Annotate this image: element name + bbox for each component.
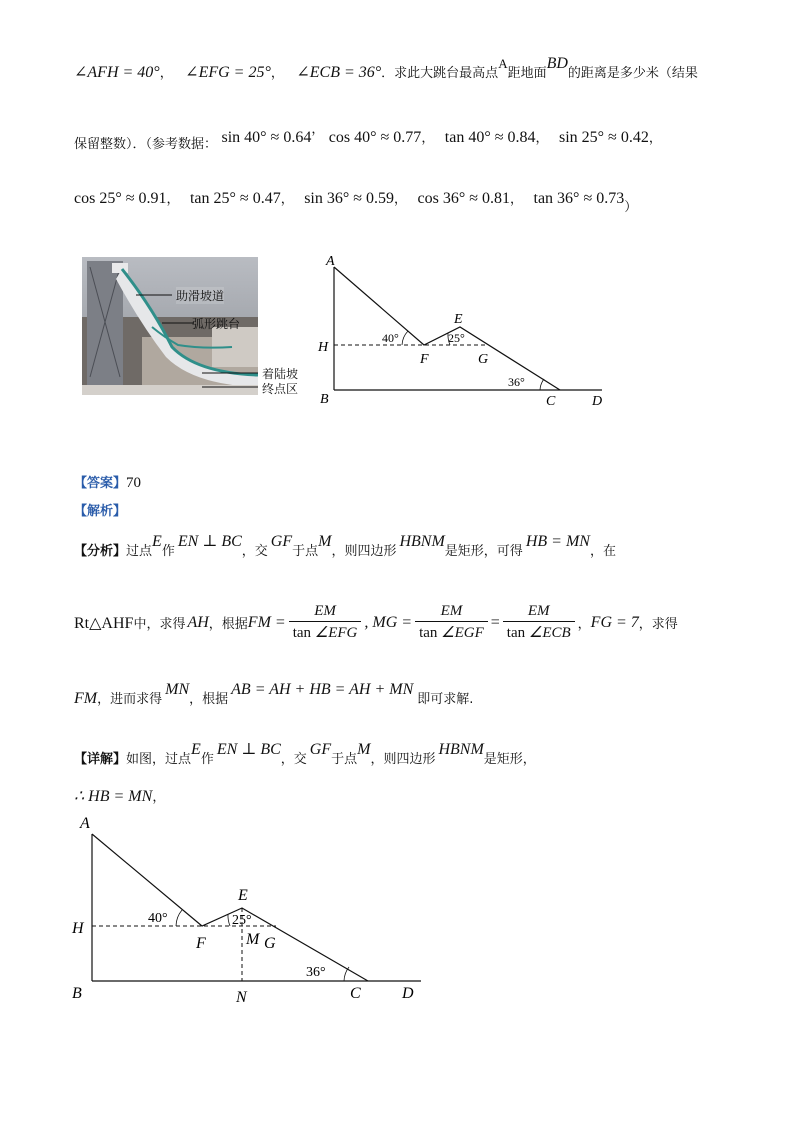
- fig2-label-n: N: [236, 989, 247, 1006]
- ref-tan25: tan 25° ≈ 0.47: [189, 190, 281, 207]
- fig1-label-b: B: [320, 392, 329, 407]
- fig1-label-a: A: [326, 254, 335, 269]
- fig2-label-g: G: [264, 935, 276, 952]
- fenxi-line-3: FM，进而求得MN，根据AB = AH + HB = AH + MN即可求解.: [74, 681, 474, 707]
- fig1-angle-36: 36°: [508, 375, 525, 389]
- photo-label-finish-area: 终点区: [262, 382, 299, 396]
- fraction-em-tan-efg: $\frac{EM}{\text{tan ∠EFG}}$: [289, 603, 362, 642]
- fig2-label-f: F: [196, 935, 206, 952]
- fig1-angle-40: 40°: [382, 331, 399, 345]
- fig2-angle-40: 40°: [148, 911, 168, 926]
- analysis-tag: 【解析】: [74, 504, 127, 519]
- photo-label-run-slope: 助滑坡道: [176, 289, 225, 303]
- fig2-label-a: A: [80, 815, 90, 832]
- fig2-label-m: M: [246, 931, 260, 948]
- ref-cos25: cos 25° ≈ 0.91: [74, 190, 167, 207]
- xiangjie-line-2: ∴ HB = MN，: [74, 788, 166, 805]
- fig2-angle-25: 25°: [232, 913, 252, 928]
- angle-ecb: ∠ECB = 36°: [296, 64, 382, 81]
- fig1-label-c: C: [546, 394, 556, 409]
- angle-afh: ∠AFH = 40°: [74, 64, 160, 81]
- ref-tan36: tan 36° ≈ 0.73: [533, 190, 625, 207]
- point-a: A: [498, 56, 508, 71]
- fig1-label-g: G: [478, 352, 489, 367]
- problem-line-1: ∠AFH = 40°， ∠EFG = 25°， ∠ECB = 36°．求此大跳台最高点A距地面BD的距离是多少米（结果: [74, 55, 698, 81]
- fig2-angle-36: 36°: [306, 965, 326, 980]
- angle-efg: ∠EFG = 25°: [185, 64, 271, 81]
- fig1-label-f: F: [420, 352, 429, 367]
- fraction-em-tan-ecb: $\frac{EM}{\text{tan ∠ECB}}$: [503, 603, 575, 642]
- geometry-figure-2: [66, 806, 436, 1012]
- answer-value: 70: [126, 475, 142, 491]
- fig2-label-b: B: [72, 985, 82, 1002]
- fenxi-line-2: Rt△AHF 中，求得 AH ，根据 FM = $\frac{EM}{\text{tan ∠EFG}}$ , MG = $\frac{EM}{\text{tan ∠EGF}}$ = $\frac{EM}{\text{tan ∠ECB}}$ ， FG = 7 ，求得: [74, 603, 678, 641]
- fig1-label-e: E: [454, 312, 463, 327]
- photo-label-landing-slope: 着陆坡: [262, 367, 299, 381]
- ref-cos40: cos 40° ≈ 0.77: [328, 129, 422, 146]
- analysis-line: [74, 500, 126, 519]
- problem-line-2: 保留整数）．（参考数据： sin 40° ≈ 0.64， cos 40° ≈ 0.77， tan 40° ≈ 0.84， sin 25° ≈ 0.42，: [74, 122, 662, 152]
- ref-sin36: sin 36° ≈ 0.59: [304, 190, 395, 207]
- fig1-angle-25: 25°: [448, 331, 465, 345]
- xiangjie-line-1: 【详解】如图，过点E作EN ⊥ BC，交GF于点M，则四边形HBNM是矩形，: [74, 741, 536, 767]
- ground-bd: BD: [546, 55, 568, 72]
- fenxi-line-1: 【分析】过点E作EN ⊥ BC，交GF于点M，则四边形HBNM是矩形，可得HB = MN，在: [74, 533, 616, 559]
- fig2-label-c: C: [350, 985, 361, 1002]
- ref-tan40: tan 40° ≈ 0.84: [444, 129, 536, 146]
- fig1-label-h: H: [318, 340, 329, 355]
- answer-tag: 【答案】: [74, 476, 127, 491]
- fig2-label-d: D: [402, 985, 414, 1002]
- fig2-label-h: H: [72, 920, 84, 937]
- ref-sin40: sin 40° ≈ 0.64: [221, 129, 312, 146]
- fraction-em-tan-egf: $\frac{EM}{\text{tan ∠EGF}}$: [415, 603, 488, 642]
- fig1-label-d: D: [592, 394, 603, 409]
- photo-label-jump-platform: 弧形跳台: [192, 317, 241, 331]
- answer-line: [74, 472, 141, 492]
- ref-cos36: cos 36° ≈ 0.81: [417, 190, 511, 207]
- geometry-figure-1: [310, 245, 610, 415]
- problem-line-3: cos 25° ≈ 0.91， tan 25° ≈ 0.47， sin 36° ≈ 0.59， cos 36° ≈ 0.81， tan 36° ≈ 0.73）: [74, 190, 638, 215]
- ref-sin25: sin 25° ≈ 0.42: [558, 129, 649, 146]
- fig2-label-e: E: [238, 887, 248, 904]
